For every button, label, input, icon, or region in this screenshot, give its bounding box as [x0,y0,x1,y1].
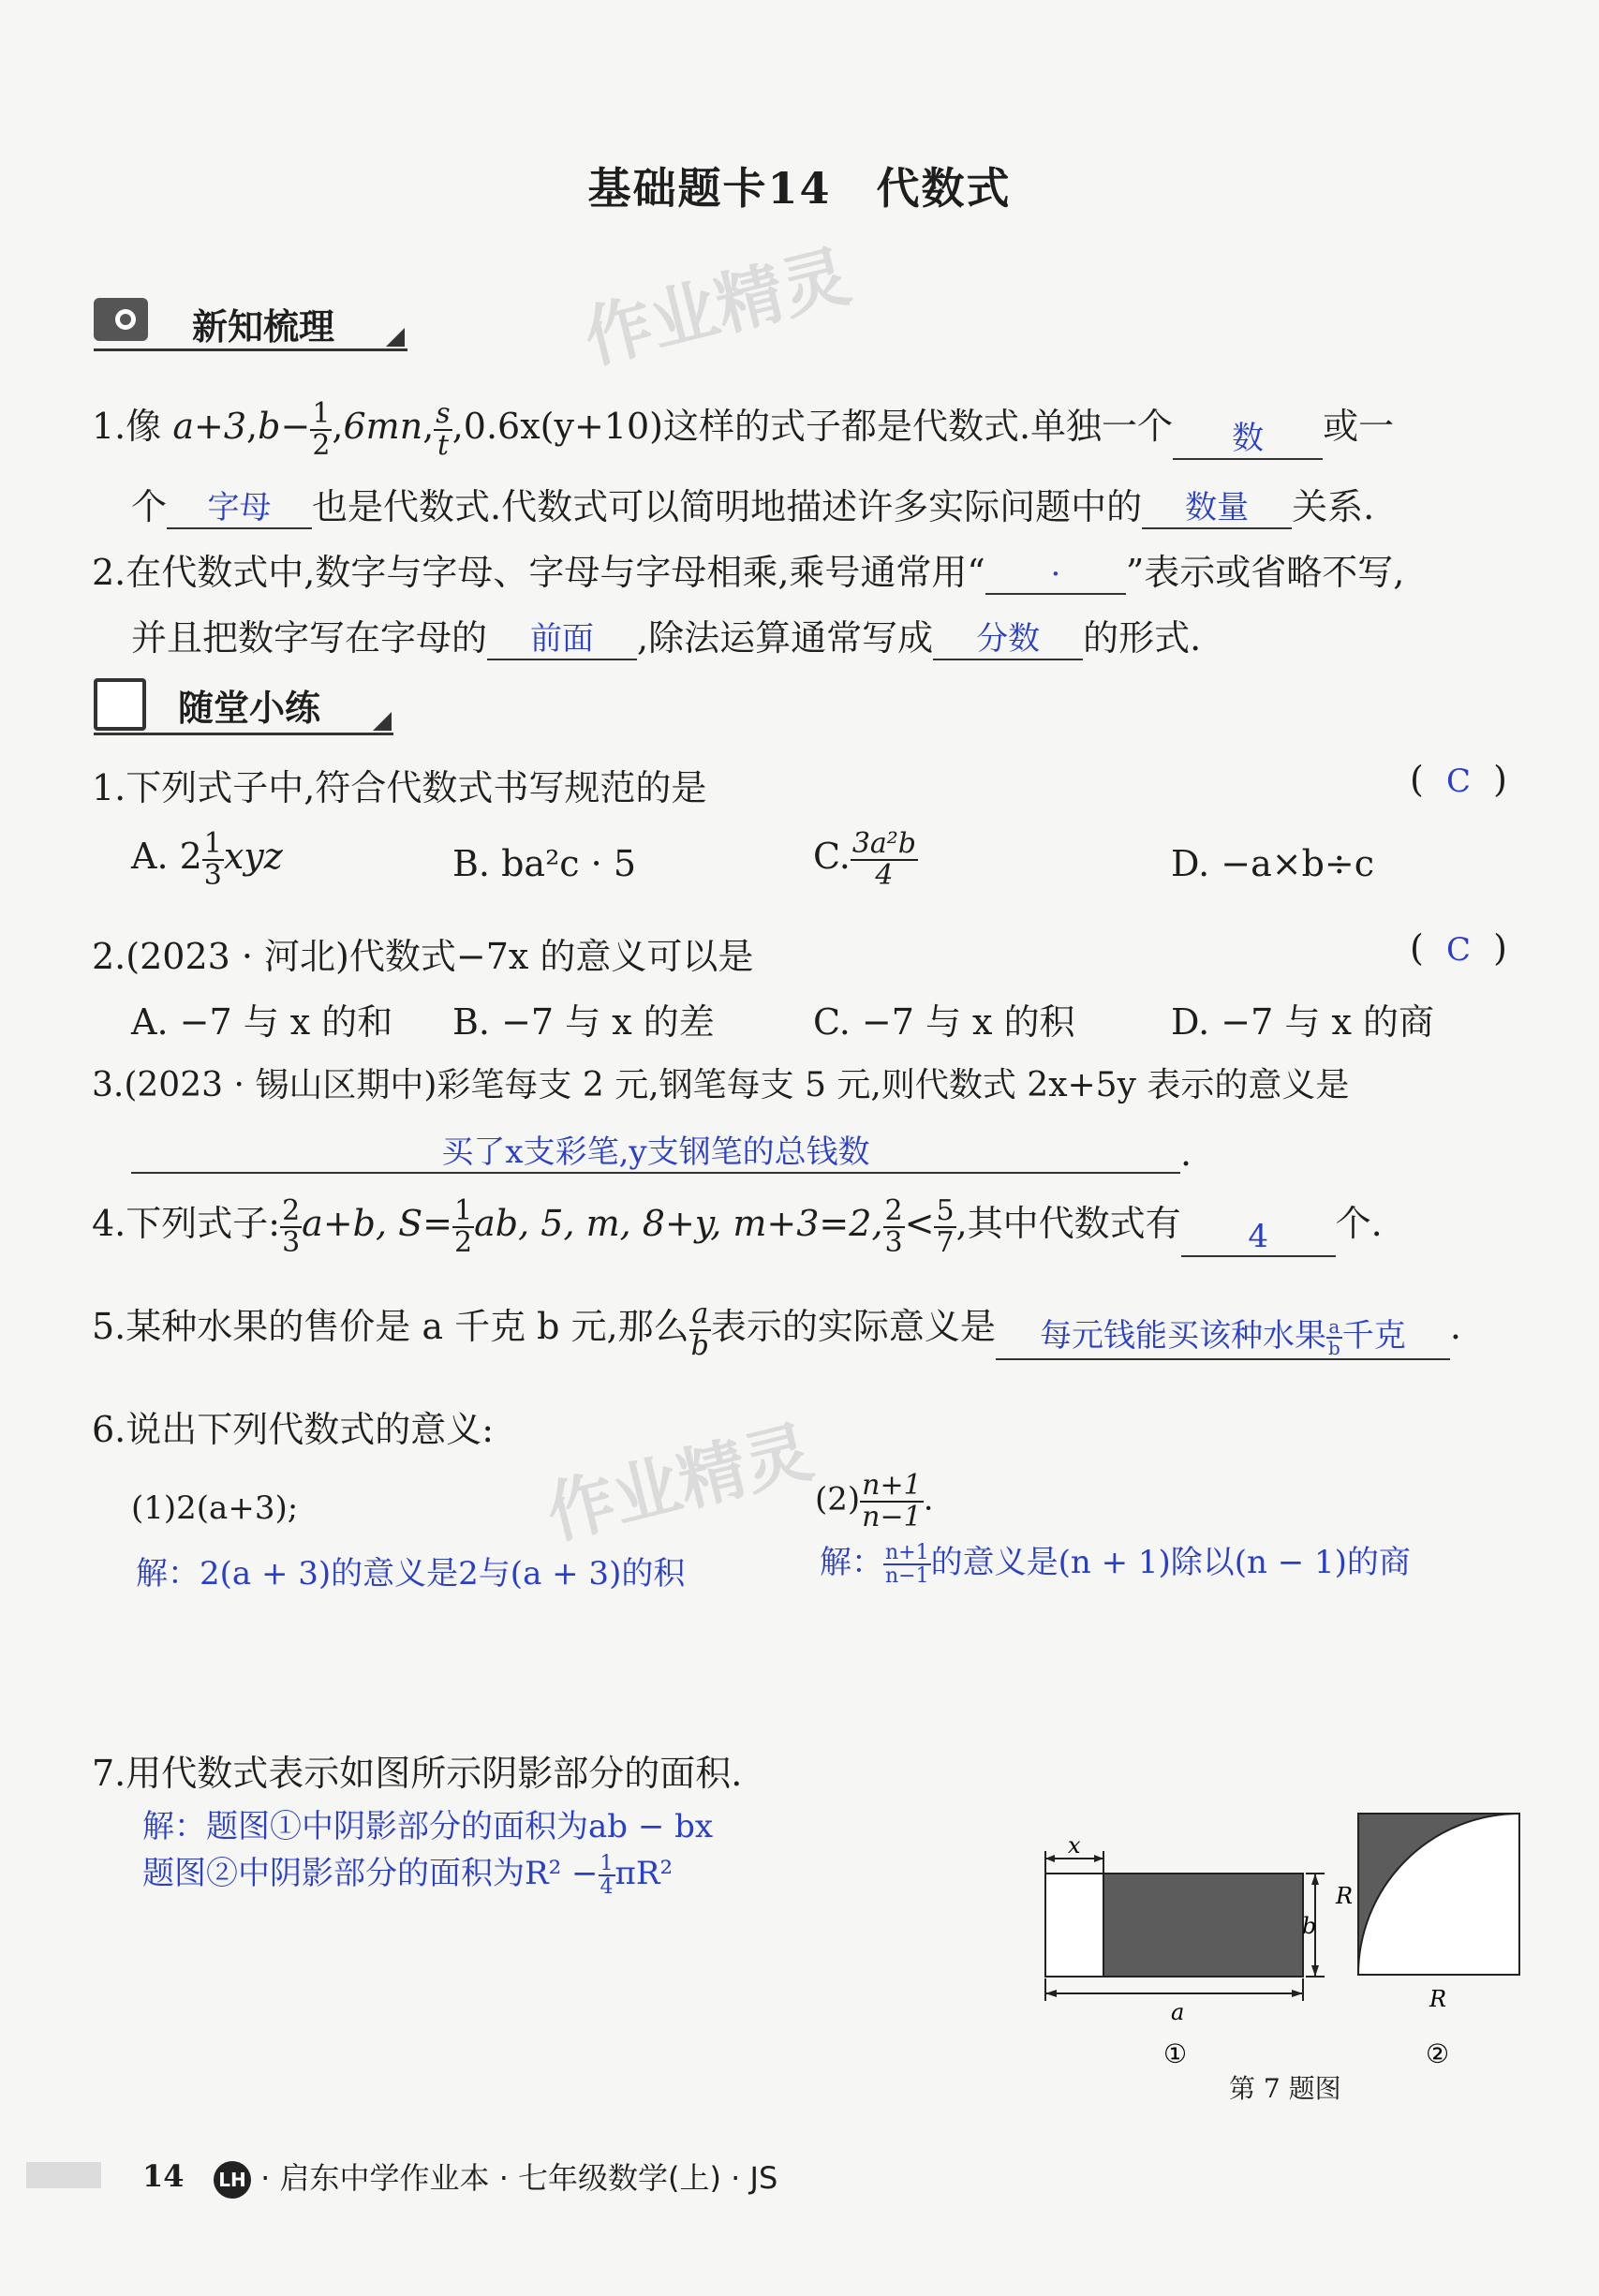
answer-text: 前面 [530,620,595,658]
question-s2-q4: 4.下列式子: $\frac{2}{3}$ a+b, S= $\frac{1}{2}$ ab, 5, m, 8+y, m+3=2, $\frac{2}{3}$ < $\frac{5}{7}$ ,其中代数式有 4 个. [92,1194,1383,1259]
watermark: 作业精灵 [576,236,858,378]
answer-text: C [1445,763,1471,800]
question-s2-q5: 5.某种水果的售价是 a 千克 b 元,那么 $\frac{a}{b}$ 表示的实际意义是 每元钱能买该种水果 $\frac{a}{b}$ 千克 . [92,1297,1461,1362]
footer-text: · 启东中学作业本 · 七年级数学(上) · JS [260,2160,778,2196]
label-R: R [1429,1986,1447,2012]
answer-text: · [1050,555,1061,593]
figure-caption: 第 7 题图 [1229,2073,1341,2104]
label-x: x [1068,1832,1081,1859]
page-title: 基础题卡14 代数式 [587,163,1012,214]
answer-text: 字母 [207,489,272,526]
label-figure-1: ① [1163,2038,1188,2069]
footer [214,2155,777,2199]
answer-text: 解：题图①中阴影部分的面积为ab − bx [142,1808,714,1845]
option-d: D. −7 与 x 的商 [1171,1001,1434,1043]
notebook-icon [94,678,146,731]
answer-line-q3: 买了x支彩笔,y支钢笔的总钱数 . [131,1126,1192,1174]
answer-text: 题图②中阴影部分的面积为R² − $\frac{1}{4}$ πR² [142,1851,674,1899]
label-R: R [1336,1883,1354,1909]
answer-text: 解：2(a + 3)的意义是2与(a + 3)的积 [136,1555,686,1592]
option-c: C. $\frac{\text{3a²b}}{4}$ [813,827,917,892]
watermark: 作业精灵 [539,1412,821,1554]
label-figure-2: ② [1426,2038,1450,2069]
section-underline [94,348,407,351]
camera-icon [94,298,148,341]
option-a: A. −7 与 x 的和 [131,1001,393,1043]
figure-q7 [1030,1799,1536,2080]
question-s2-q2: 2.(2023 · 河北)代数式−7x 的意义可以是 [92,936,754,977]
option-c: C. −7 与 x 的积 [813,1001,1075,1043]
answer-text: 4 [1248,1218,1268,1255]
answer-text: 解： $\frac{n+1}{n-1}$ 的意义是(n + 1)除以(n − 1)的商 [820,1540,1411,1588]
option-b: B. ba²c · 5 [452,843,636,884]
page-number: 14 [142,2158,185,2194]
section-underline [94,733,393,735]
logo-badge: LH [214,2161,251,2199]
answer-text: 分数 [976,620,1041,658]
section-heading: 随堂小练 [178,688,321,729]
question-s2-q1: 1.下列式子中,符合代数式书写规范的是 [92,767,707,808]
answer-text: 数 [1232,420,1265,457]
answer-text: 数量 [1185,489,1250,526]
answer-bracket: ( C ) [1410,759,1507,800]
label-b: b [1302,1913,1317,1939]
section-triangle [386,328,405,347]
option-a: A. 2 $\frac{1}{3}$ xyz [131,827,283,892]
question-s1-q2: 2.在代数式中,数字与字母、字母与字母相乘,乘号通常用“ · ”表示或省略不写, [92,552,1405,593]
section-heading: 新知梳理 [192,306,335,348]
answer-text: C [1445,931,1471,969]
option-b: B. −7 与 x 的差 [452,1001,715,1043]
question-s2-q7: 7.用代数式表示如图所示阴影部分的面积. [92,1753,743,1794]
sub-question-1: (1)2(a+3); [131,1489,299,1527]
section-icon [94,298,148,341]
footer-bar [26,2162,101,2188]
question-s1-q1-line2: 个 字母 也是代数式.代数式可以简明地描述许多实际问题中的 数量 关系. [131,478,1374,529]
question-s1-q1: 1.像 a+3,b− $\frac{1}{2}$ ,6mn, $\frac{s}{t}$ ,0.6x(y+10)这样的式子都是代数式.单独一个 数 或一 [92,397,1395,462]
section-triangle [373,712,392,731]
question-s2-q6: 6.说出下列代数式的意义: [92,1409,495,1450]
label-a: a [1171,1999,1185,2025]
answer-text: 买了x支彩笔,y支钢笔的总钱数 [441,1133,870,1171]
question-s2-q3: 3.(2023 · 锡山区期中)彩笔每支 2 元,钢笔每支 5 元,则代数式 2x+5y 表示的意义是 [92,1066,1350,1104]
figure1-shaded [1103,1874,1303,1977]
option-d: D. −a×b÷c [1171,843,1375,884]
sub-question-2: (2) $\frac{n+1}{n-1}$ . [815,1469,934,1533]
answer-text: 每元钱能买该种水果 $\frac{a}{b}$ 千克 [1039,1315,1406,1359]
answer-bracket: ( C ) [1410,927,1507,969]
question-s1-q2-line2: 并且把数字写在字母的 前面 ,除法运算通常写成 分数 的形式. [131,609,1201,660]
